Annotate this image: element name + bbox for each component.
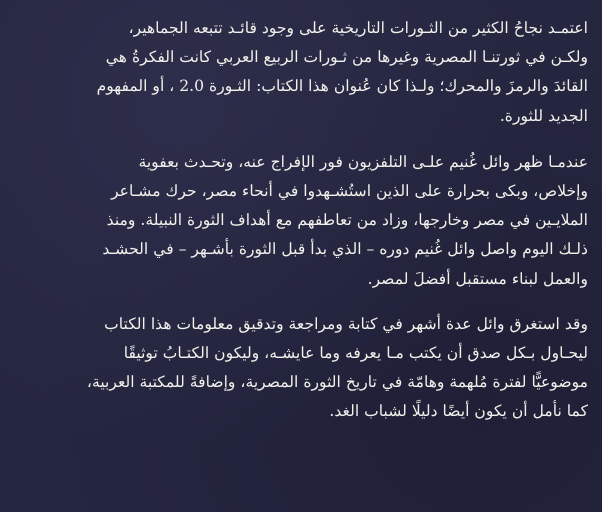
paragraph-2: [10, 148, 588, 294]
text-line: وإخلاص، وبكى بحرارة على الذين استُشـهدوا في أنحاء مصر، حرك مشـاعر: [111, 181, 588, 200]
text-line: موضوعيًّا لفترة مُلهمة وهامّة في تاريخ الثورة المصرية، وإضافةً للمكتبة العربية،: [86, 373, 588, 392]
text-line: ولكـن في ثورتنـا المصرية وغيرها من ثـورات الربيع العربي كانت الفكرةُ هي: [105, 48, 588, 67]
text-line: وقد استغرق وائل عدة أشهر في كتابة ومراجعة وتدقيق معلومات هذا الكتاب: [104, 314, 588, 333]
text-line: كما نأمل أن يكون أيضًا دليلًا لشباب الغد.: [329, 402, 588, 421]
paragraph-3: [10, 310, 588, 427]
text-line: اعتمـد نجاحُ الكثير من الثـورات التاريخية على وجود قائـد تتبعه الجماهير،: [128, 19, 588, 37]
text-line: الجديد للثورة.: [499, 106, 588, 125]
text-line: القائدَ والرمزَ والمحرك؛ ولـذا كان عُنوان هذا الكتاب: الثـورة 2.0 ، أو المفهوم: [96, 77, 588, 96]
text-line: الملايـين في مصر وخارجها، وزاد من تعاطفهم مع أهداف الثورة النبيلة. ومنذ: [106, 211, 588, 230]
text-line: ليحـاول بـكل صدق أن يكتب مـا يعرفه وما عايشـه، وليكون الكتـابُ توثيقًا: [123, 343, 588, 362]
text-line: ذلـك اليوم واصل وائل غُنيم دوره – الذي بدأ قبل الثورة بأشـهر – في الحشـد: [102, 240, 588, 259]
text-line: والعمل لبناء مستقبل أفضلَ لمصر.: [367, 269, 588, 288]
paragraph-1: [10, 14, 588, 131]
text-line: عندمـا ظهر وائل غُنيم علـى التلفزيون فور الإفراج عنه، وتحـدث بعفوية: [138, 152, 588, 171]
